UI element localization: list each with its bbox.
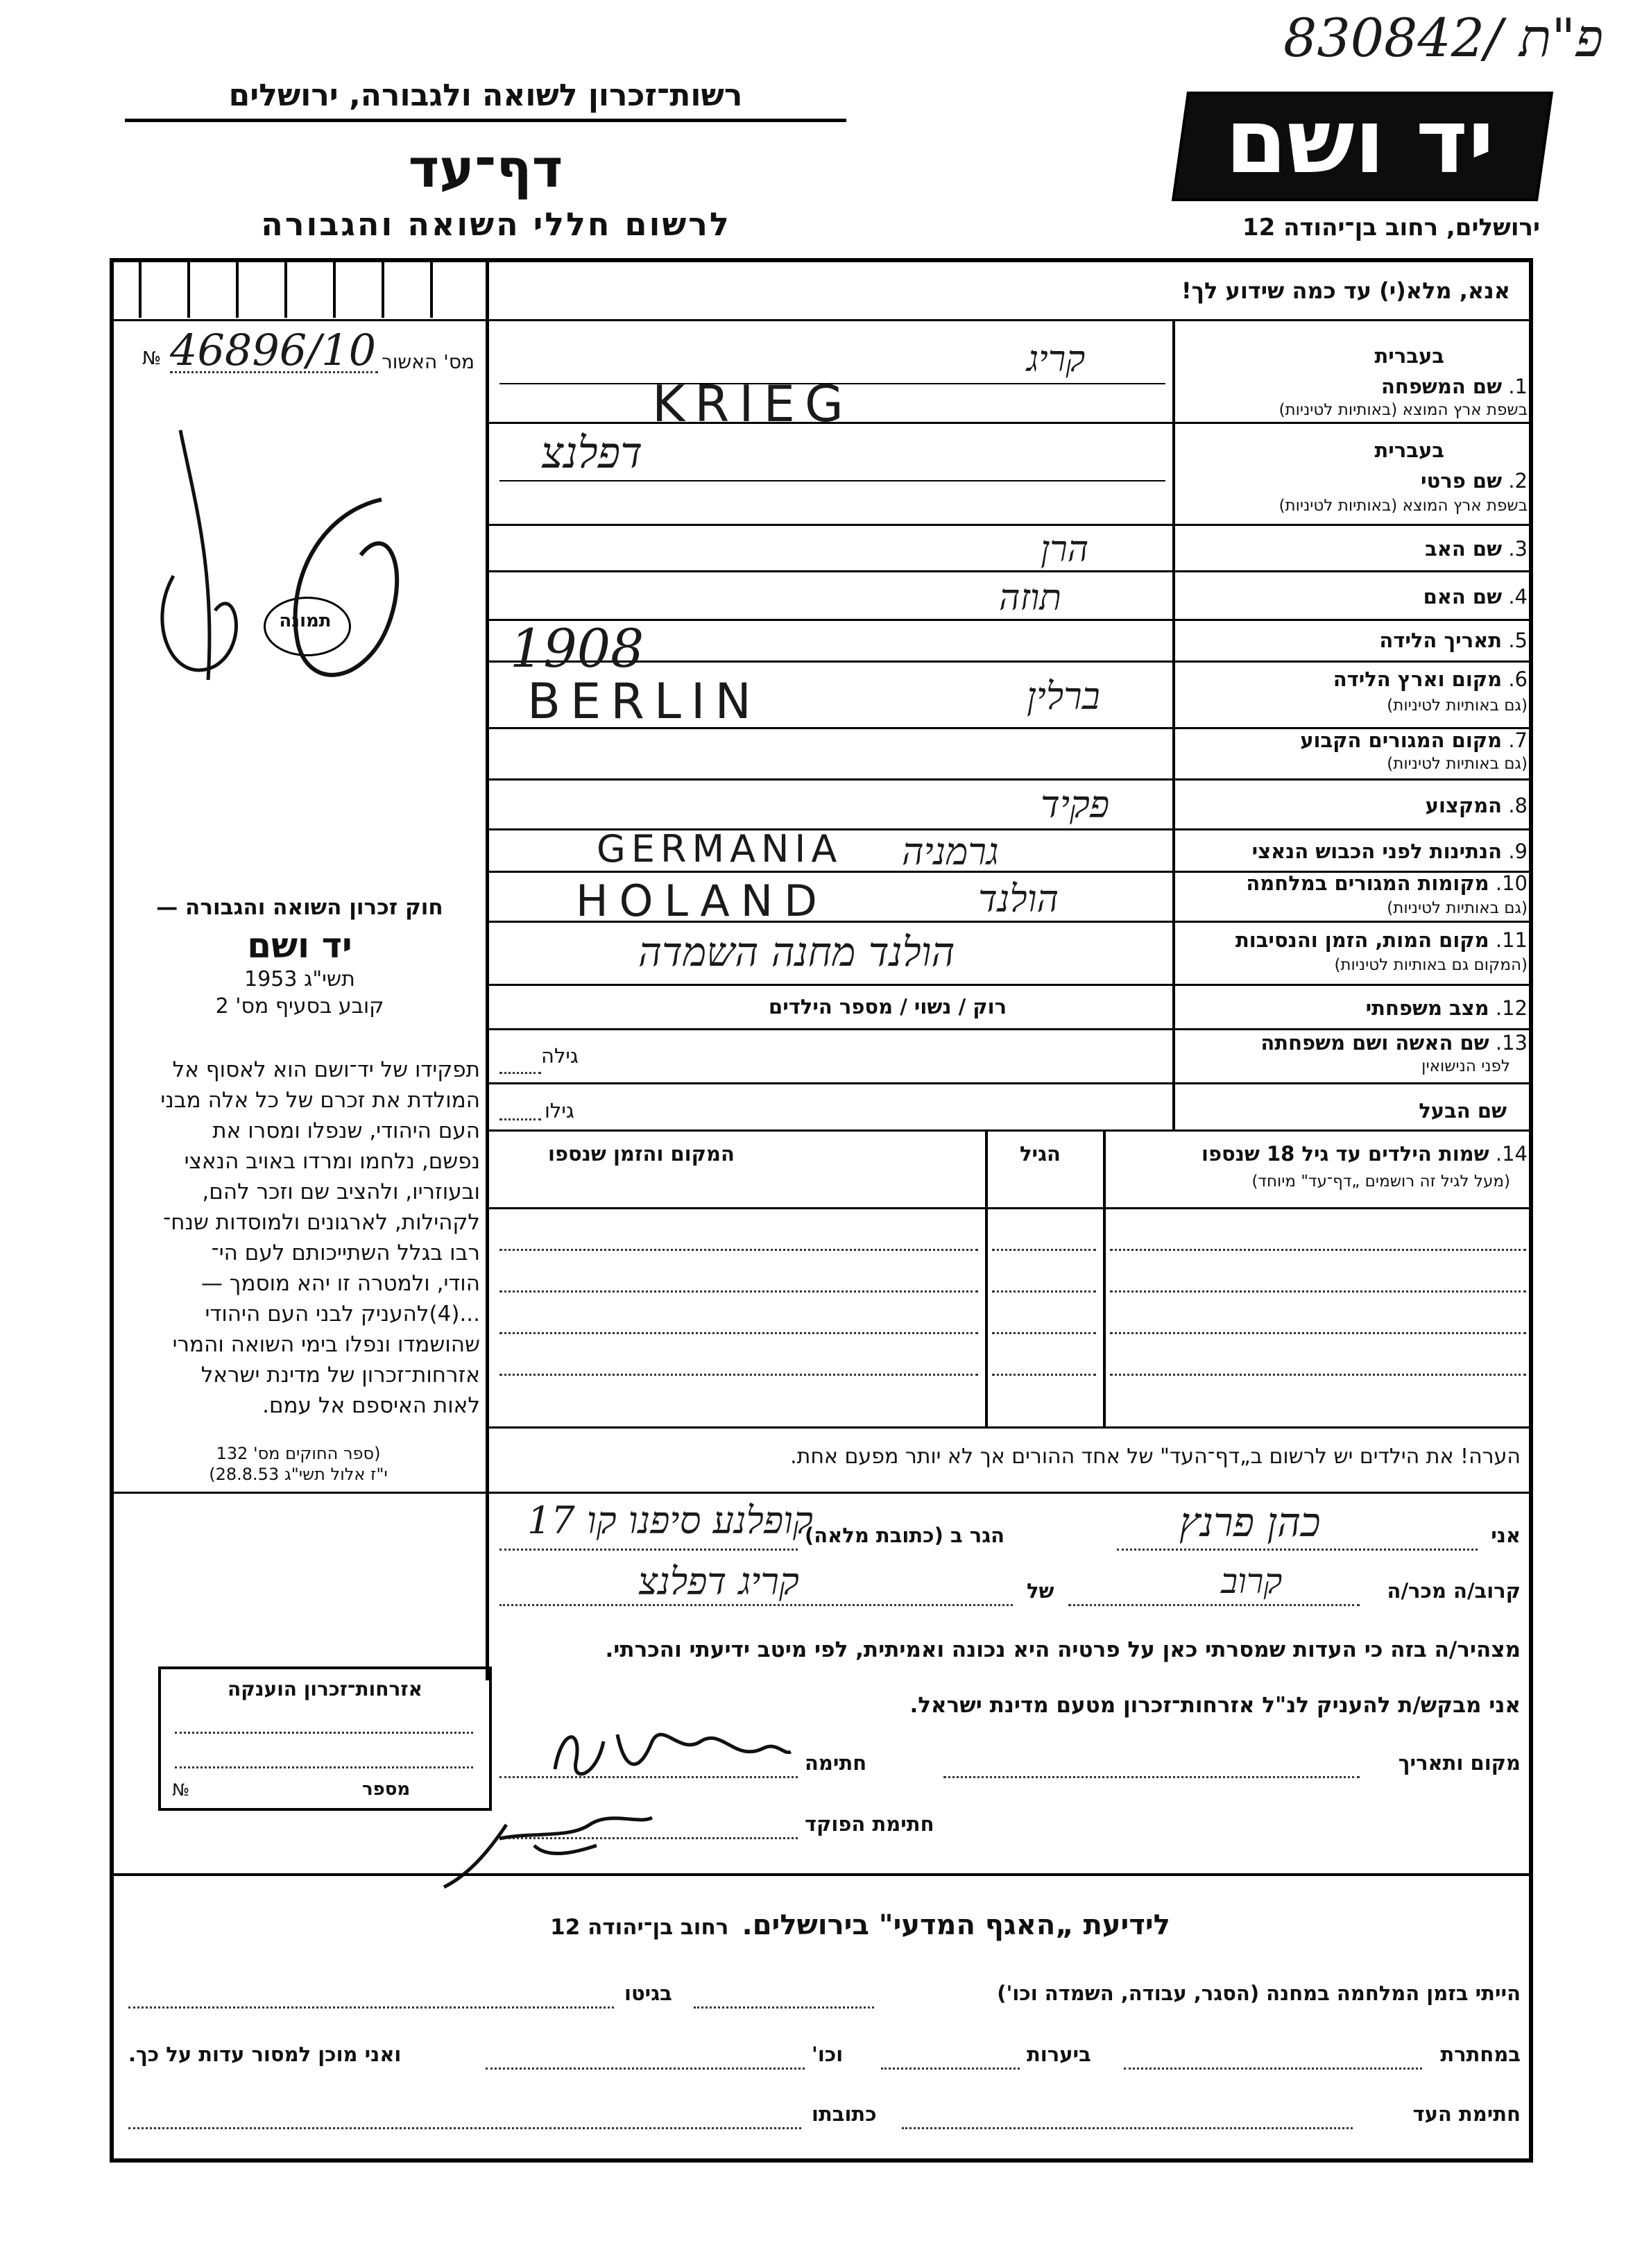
row-line-3 <box>486 570 1533 572</box>
child-place-2 <box>499 1290 978 1293</box>
field-6-label <box>1333 667 1528 691</box>
field-13-age-dotline <box>499 1072 541 1074</box>
footer-line2-dotline-2 <box>881 2067 1020 2070</box>
field-8-name: המקצוע <box>1425 794 1503 817</box>
field-7-name: מקום המגורים הקבוע <box>1300 728 1503 752</box>
citizenship-number-label: מספר <box>362 1779 411 1800</box>
field-13-sub: לפני הנישואין <box>1421 1057 1510 1075</box>
law-line: תפקידו של יד־ושם הוא לאסוף אל <box>172 1057 480 1082</box>
witness-signature <box>541 1714 805 1790</box>
field-2-label <box>1421 469 1528 493</box>
instruction-text: אנא, מלא(י) עד כמה שידוע לך! <box>1181 278 1510 304</box>
field-6-hebrew-value: ברלין <box>1027 674 1100 718</box>
field-6-num: 6. <box>1508 667 1528 691</box>
decl-request: אני מבקש/ת להעניק לנ"ל אזרחות־זכרון מטעם מדינת ישראל. <box>909 1693 1521 1718</box>
row-line-11 <box>486 984 1533 986</box>
law-line: שהושמדו ונפלו בימי השואה והמרי <box>172 1332 480 1357</box>
decl-lives-dotline <box>499 1549 798 1551</box>
citizenship-dotline-1 <box>175 1732 473 1734</box>
field-12-num: 12. <box>1495 996 1528 1020</box>
citizenship-title: אזרחות־זכרון הוענקה <box>228 1678 422 1700</box>
decl-place-date-dotline <box>943 1776 1360 1778</box>
child-age-1 <box>992 1249 1096 1251</box>
children-col-place: המקום והזמן שנספו <box>548 1142 735 1166</box>
decl-i-dotline <box>1117 1549 1478 1551</box>
field-13-name: שם האשה ושם משפחתה <box>1260 1031 1489 1055</box>
decl-statement: מצהיר/ה בזה כי העדות שמסרתי כאן על פרטיה היא נכונה ואמיתית, לפי מיטב ידיעתי והכרתי. <box>605 1637 1521 1662</box>
decl-lives-value: קופלנע סיפנו קו 17 <box>527 1499 813 1542</box>
field-9-hebrew-value: גרמניה <box>902 830 999 873</box>
decl-officer-label: חתימת הפוקד <box>805 1812 934 1836</box>
field-1-lang: בעברית <box>1374 344 1444 368</box>
field-11-sub: (המקום גם באותיות לטיניות) <box>1334 956 1528 974</box>
footer-line2-d: ואני מוכן למסור עדות על כך. <box>128 2043 402 2066</box>
field-5-num: 5. <box>1508 629 1528 652</box>
children-label <box>1201 1142 1528 1166</box>
field-9-name: הנתינות לפני הכבוש הנאצי <box>1251 839 1503 863</box>
law-name: יד ושם <box>247 926 352 966</box>
footer-line3-b: כתובתו <box>812 2102 877 2126</box>
children-divider-1 <box>1103 1129 1106 1426</box>
note-line <box>486 1492 1533 1494</box>
decl-i-label: אני <box>1491 1524 1521 1547</box>
citizenship-box <box>158 1666 492 1811</box>
child-row-3 <box>1110 1332 1526 1334</box>
field-1-num: 1. <box>1508 375 1528 398</box>
footer-line2-dotline-3 <box>486 2067 805 2070</box>
field-2-lang: בעברית <box>1374 438 1444 462</box>
field-1-hebrew-value: קריג <box>1027 339 1086 380</box>
child-place-3 <box>499 1332 978 1334</box>
decl-of-value: קריג דפלנצ <box>638 1560 799 1603</box>
field-10-label <box>1246 871 1528 895</box>
children-col-age: הגיל <box>1020 1142 1061 1166</box>
child-age-4 <box>992 1374 1096 1376</box>
footer-line2-b: ביערות <box>1027 2043 1091 2066</box>
field-2-sub: בשפת ארץ המוצא (באותיות לטיניות) <box>1278 497 1528 515</box>
field-5-value: 1908 <box>510 617 644 679</box>
law-line: העם היהודי, שנפלו ומסרו את <box>212 1118 480 1143</box>
field-3-name: שם האב <box>1425 537 1503 561</box>
child-row-4 <box>1110 1374 1526 1376</box>
field-2-name: שם פרטי <box>1421 469 1503 493</box>
children-sub: (מעל לגיל זה רושמים „דף־עד" מיוחד) <box>1251 1173 1510 1191</box>
footer-line2-a: במחתרת <box>1440 2043 1521 2066</box>
law-line: המולדת את זכרם של כל אלה מבני <box>160 1088 480 1113</box>
citizenship-dotline-2 <box>175 1766 473 1768</box>
row-line-1 <box>486 422 1533 424</box>
children-name: שמות הילדים עד גיל 18 שנספו <box>1201 1142 1489 1166</box>
field-8-value: פקיד <box>1041 783 1110 826</box>
footer-line1-b: בגיטו <box>624 1981 672 2005</box>
field-3-num: 3. <box>1508 537 1528 561</box>
law-reference-line-2: י"ז אלול תשי"ג 28.8.53) <box>209 1465 388 1484</box>
law-line: ...(4)להעניק לבני העם היהודי <box>205 1302 480 1327</box>
child-age-3 <box>992 1332 1096 1334</box>
decl-signature-label: חתימה <box>805 1751 867 1775</box>
field-2-num: 2. <box>1508 469 1528 493</box>
left-column-divider <box>486 258 489 1680</box>
registration-no-symbol: № <box>142 348 162 369</box>
yad-vashem-logo: יד ושם <box>1225 90 1494 194</box>
citizenship-no-symbol: № <box>172 1780 189 1800</box>
field-1-sub: בשפת ארץ המוצא (באותיות לטיניות) <box>1278 401 1528 419</box>
field-13-age-label: גילה <box>541 1044 579 1068</box>
footer-line3-dotline-1 <box>902 2127 1353 2129</box>
law-panel <box>119 895 480 1018</box>
husband-age-dotline <box>499 1118 541 1120</box>
decl-place-date-label: מקום ותאריך <box>1398 1751 1521 1775</box>
field-4-name: שם האם <box>1423 585 1503 608</box>
husband-label: שם הבעל <box>1419 1099 1507 1123</box>
field-13-num: 13. <box>1495 1031 1528 1055</box>
field-6-sub: (גם באותיות לטיניות) <box>1387 697 1528 715</box>
note-text: הערה! את הילדים יש לרשום ב„דף־העד" של אחד ההורים אך לא יותר מפעם אחת. <box>790 1444 1521 1469</box>
footer-line2-c: וכו' <box>812 2043 844 2066</box>
field-4-value: תוזה <box>999 577 1061 619</box>
field-10-num: 10. <box>1495 871 1528 895</box>
child-row-1 <box>1110 1249 1526 1251</box>
row-line-14 <box>486 1129 1533 1132</box>
child-place-4 <box>499 1374 978 1376</box>
footer-line1-a: הייתי בזמן המלחמה במחנה (הסגר, עבודה, השמדה וכו') <box>997 1981 1521 2005</box>
law-line: לאות האיספם אל עמם. <box>262 1393 480 1418</box>
footer-title: לידיעת „האגף המדעי" בירושלים. <box>742 1909 1170 1941</box>
row-line-7 <box>486 778 1533 781</box>
field-10-sub: (גם באותיות לטיניות) <box>1387 899 1528 917</box>
footer-top-line <box>110 1873 1533 1876</box>
footer-title-row <box>486 1909 1235 1941</box>
field-7-sub: (גם באותיות לטיניות) <box>1387 755 1528 773</box>
photo-area-scribble <box>132 416 437 708</box>
registration-label: מס' האשור <box>382 350 475 373</box>
field-4-label <box>1423 585 1528 608</box>
footer-line1-dotline <box>694 2006 874 2009</box>
footer-address: רחוב בן־יהודה 12 <box>550 1915 729 1940</box>
field-13-label <box>1260 1031 1528 1055</box>
decl-lives-label: הגר ב (כתובת מלאה) <box>805 1524 1005 1547</box>
form-subtitle: לרשום חללי השואה והגבורה <box>261 205 731 243</box>
handwritten-number: 830842/ פ"ת <box>1283 7 1604 69</box>
field-11-num: 11. <box>1495 928 1528 952</box>
field-11-name: מקום המות, הזמן והנסיבות <box>1235 928 1489 952</box>
law-line: הודי, ולמטרה זו יהא מוסמך — <box>200 1271 480 1296</box>
decl-relative-value: קרוב <box>1221 1561 1283 1601</box>
field-5-label <box>1379 629 1528 652</box>
row-line-12 <box>486 1028 1533 1030</box>
field-8-label <box>1426 794 1528 817</box>
field-10-hebrew-value: הולנד <box>978 877 1059 921</box>
field-8-num: 8. <box>1508 794 1528 817</box>
field-7-label <box>1300 728 1528 752</box>
registration-number-value: 46896/10 <box>170 325 377 375</box>
field-12-label <box>1366 996 1528 1020</box>
field-2-hebrew-value: דפלנצ <box>541 427 643 478</box>
row-line-13 <box>486 1082 1533 1084</box>
law-title: חוק זכרון השואה והגבורה — <box>156 895 443 920</box>
field-4-num: 4. <box>1508 585 1528 608</box>
field-1-latin-value: KRIEG <box>652 375 853 433</box>
law-reference-line-1: (ספר החוקים מס' 132 <box>216 1444 381 1463</box>
field-9-latin-value: GERMANIA <box>597 827 843 871</box>
law-year: תשי"ג 1953 <box>244 967 355 991</box>
footer-line3-a: חתימת העד <box>1412 2102 1521 2126</box>
field-3-value: הרן <box>1041 529 1089 570</box>
children-bottom-line <box>486 1426 1533 1429</box>
field-10-latin-value: HOLAND <box>576 876 828 926</box>
children-num: 14. <box>1495 1142 1528 1166</box>
law-line: לקהילות, לארגונים ולמוסדות שנח־ <box>163 1210 480 1235</box>
field-11-value: הולנד מחנה השמדה <box>638 928 955 975</box>
decl-of-label: של <box>1027 1579 1054 1603</box>
law-line: רבו בגלל השתייכותם לעם הי־ <box>211 1240 480 1265</box>
field-9-label <box>1252 839 1528 863</box>
child-place-1 <box>499 1249 978 1251</box>
children-divider-2 <box>985 1129 988 1426</box>
left-bottom-line <box>110 1492 488 1494</box>
husband-age-label: גילו <box>545 1099 574 1123</box>
child-age-2 <box>992 1290 1096 1293</box>
field-12-options: רוק / נשוי / מספר הילדים <box>769 995 1007 1018</box>
field-7-num: 7. <box>1508 728 1528 752</box>
footer-line1-dotline-2 <box>128 2006 614 2009</box>
footer-line2-dotline-1 <box>1124 2067 1422 2070</box>
header-address: ירושלים, רחוב בן־יהודה 12 <box>1242 214 1540 241</box>
row-line-2 <box>486 524 1533 526</box>
law-text <box>119 1055 480 1421</box>
decl-i-value: כהן פרנץ <box>1179 1499 1321 1546</box>
decl-of-dotline <box>499 1604 1013 1606</box>
officer-signature <box>430 1797 666 1894</box>
field-5-name: תאריך הלידה <box>1379 629 1503 652</box>
registration-ticks <box>139 262 472 318</box>
children-header-line <box>486 1207 1533 1209</box>
field-1-label <box>1381 375 1528 398</box>
instruction-row-line <box>110 319 1533 321</box>
field-3-label <box>1425 537 1528 561</box>
field-12-name: מצב משפחתי <box>1365 996 1489 1020</box>
form-title: דף־עד <box>408 137 563 199</box>
law-line: אזרחות־זכרון של מדינת ישראל <box>200 1363 480 1388</box>
field-11-label <box>1235 928 1528 952</box>
law-clause: קובע בסעיף מס' 2 <box>215 994 384 1018</box>
photo-label: תמונה <box>279 611 332 631</box>
decl-relative-label: קרוב/ה מכר/ה <box>1387 1579 1521 1603</box>
child-row-2 <box>1110 1290 1526 1293</box>
field-1-name: שם המשפחה <box>1381 375 1503 398</box>
field-9-num: 9. <box>1508 839 1528 863</box>
decl-relative-dotline <box>1068 1604 1360 1606</box>
field-6-latin-value: BERLIN <box>527 673 761 730</box>
law-line: נפשם, נלחמו ומרדו באויב הנאצי <box>184 1149 480 1174</box>
law-reference <box>125 1443 472 1485</box>
field-10-name: מקומות המגורים במלחמה <box>1246 871 1489 895</box>
law-line: ובעוזריו, ולהציב שם וזכר להם, <box>202 1179 480 1204</box>
label-value-divider <box>1172 321 1175 1129</box>
row2-split <box>499 480 1165 481</box>
footer-line3-dotline-2 <box>128 2127 801 2129</box>
authority-name: רשות־זכרון לשואה ולגבורה, ירושלים <box>125 78 846 122</box>
field-6-name: מקום וארץ הלידה <box>1333 667 1503 691</box>
